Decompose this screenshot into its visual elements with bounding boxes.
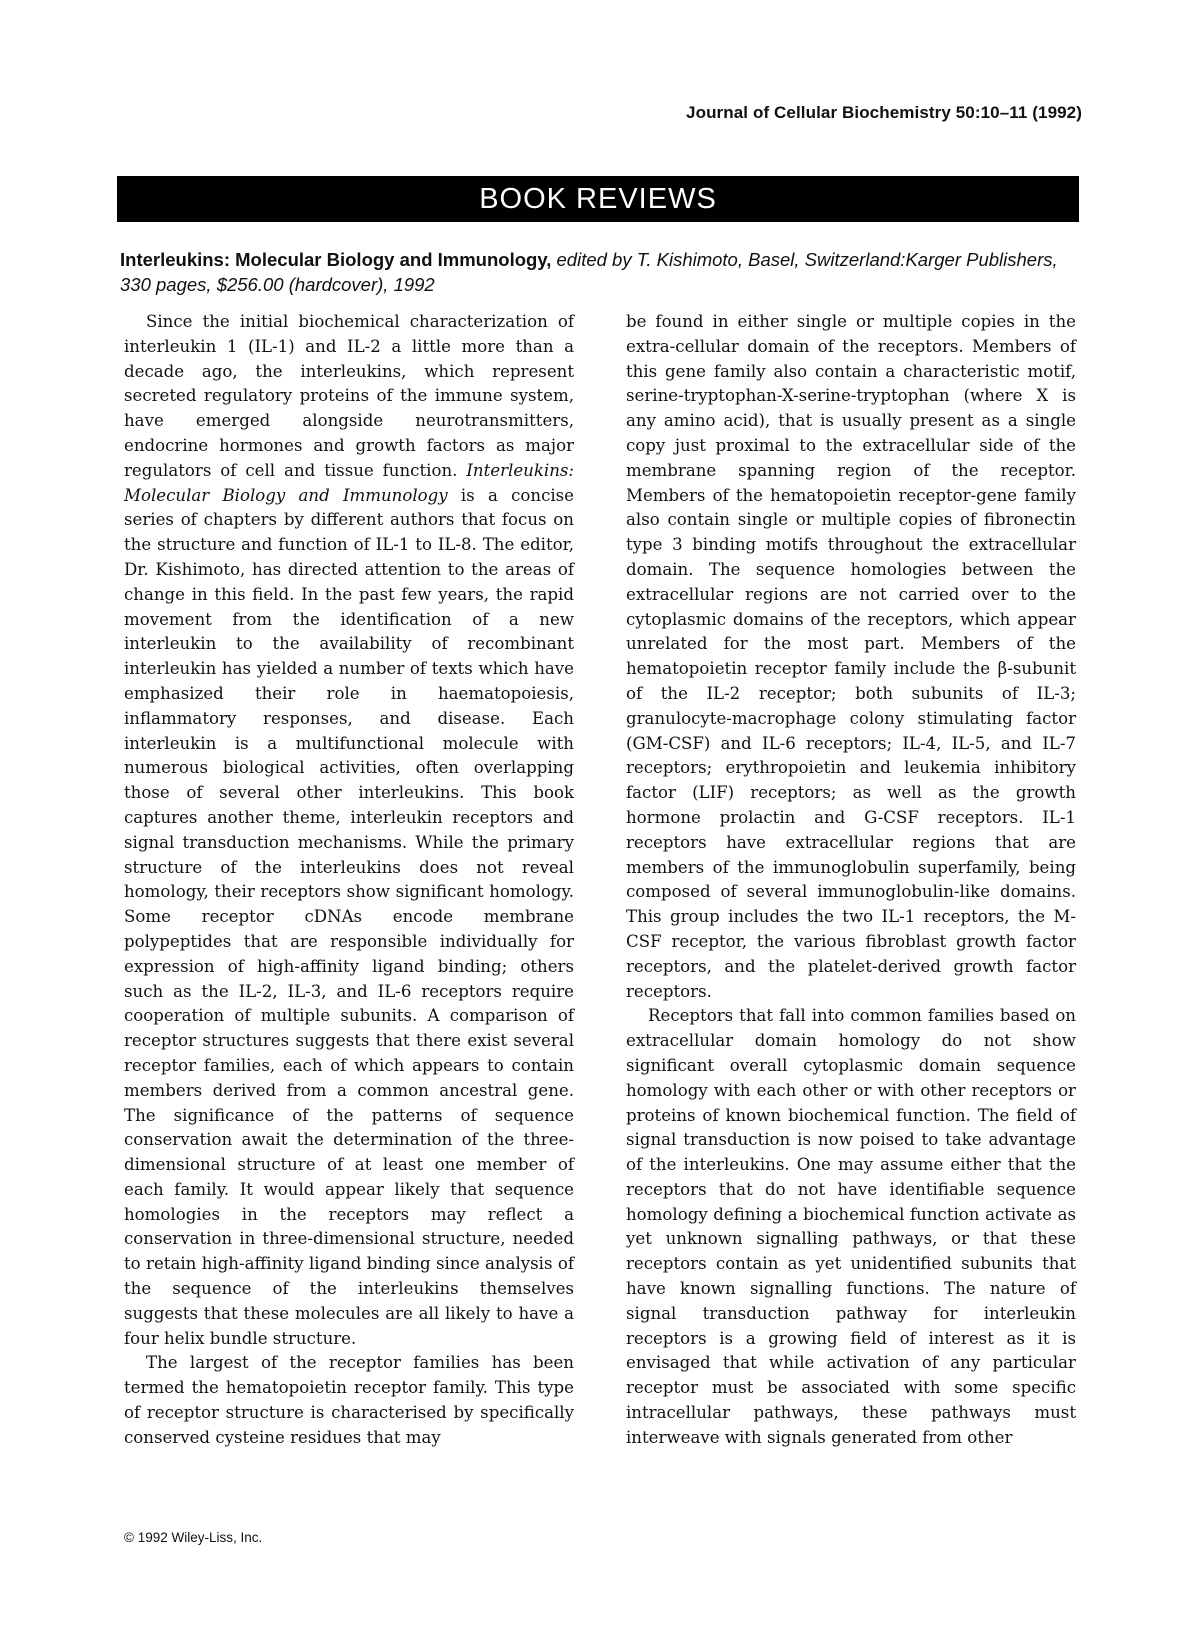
section-banner: BOOK REVIEWS [117,176,1079,222]
paragraph-text: Since the initial biochemical characterization of interleukin 1 (IL-1) and IL-2 a little more than a decade ago, the interleukins, which represent secreted regulatory proteins of the immune system, have emerged alongside neurotransmitters, endocrine hormones and growth factors as major regulators of cell and tissue function. [124,312,574,480]
copyright-notice: © 1992 Wiley-Liss, Inc. [124,1530,263,1545]
left-column [124,310,574,1451]
paragraph-text: is a concise series of chapters by different authors that focus on the structure and function of IL-1 to IL-8. The editor, Dr. Kishimoto, has directed attention to the areas of change in this field. In the past few years, the rapid movement from the identification of a new interleukin to the availability of recombinant interleukin has yielded a number of texts which have emphasized their role in haematopoiesis, inflammatory responses, and disease. Each interleukin is a multifunctional molecule with numerous biological activities, often overlapping those of several other interleukins. This book captures another theme, interleukin receptors and signal transduction mechanisms. While the primary structure of the interleukins does not reveal homology, their receptors show significant homology. Some receptor cDNAs encode membrane polypeptides that are responsible individually for expression of high-affinity ligand binding; others such as the IL-2, IL-3, and IL-6 receptors require cooperation of multiple subunits. A comparison of receptor structures suggests that there exist several receptor families, each of which appears to contain members derived from a common ancestral gene. The significance of the patterns of sequence conservation await the determination of the three-dimensional structure of at least one member of each family. It would appear likely that sequence homologies in the receptors may reflect a conservation in three-dimensional structure, needed to retain high-affinity ligand binding since analysis of the sequence of the interleukins themselves suggests that these molecules are all likely to have a four helix bundle structure. [124,485,575,1348]
paragraph [124,310,574,1351]
paragraph: Receptors that fall into common families based on extracellular domain homology do not show significant overall cytoplasmic domain sequence homology with each other or with other receptors or proteins of known biochemical function. The field of signal transduction is now poised to take advantage of the interleukins. One may assume either that the receptors that do not have identifiable sequence homology defining a biochemical function activate as yet unknown signalling pathways, or that these receptors contain as yet unidentified subunits that have known signalling functions. The nature of signal transduction pathway for interleukin receptors is a growing field of interest as it is envisaged that while activation of any particular receptor must be associated with some specific intracellular pathways, these pathways must interweave with signals generated from other [626,1006,1076,1447]
book-title: Interleukins: Molecular Biology and Immunology, [120,249,552,270]
book-title-italic: Interleukins: Molecular Biology and Immunology [124,460,574,505]
book-citation [120,247,1080,297]
right-column [626,310,1076,1451]
paragraph: The largest of the receptor families has been termed the hematopoietin receptor family. This type of receptor structure is characterised by specifically conserved cysteine residues that may [124,1353,574,1447]
journal-citation: Journal of Cellular Biochemistry 50:10–11 (1992) [686,103,1082,122]
book-details: edited by T. Kishimoto, Basel, Switzerland:Karger Publishers, 330 pages, $256.00 (hardcover), 1992 [120,249,1058,295]
paragraph-continued: be found in either single or multiple copies in the extra-cellular domain of the receptors. Members of this gene family also contain a characteristic motif, serine-tryptophan-X-serine-tryptophan (where X is any amino acid), that is usually present as a single copy just proximal to the extracellular side of the membrane spanning region of the receptor. Members of the hematopoietin receptor-gene family also contain single or multiple copies of fibronectin type 3 binding motifs throughout the extracellular domain. The sequence homologies between the extracellular regions are not carried over to the cytoplasmic domains of the receptors, which appear unrelated for the most part. Members of the hematopoietin receptor family include the β-subunit of the IL-2 receptor; both subunits of IL-3; granulocyte-macrophage colony stimulating factor (GM-CSF) and IL-6 receptors; IL-4, IL-5, and IL-7 receptors; erythropoietin and leukemia inhibitory factor (LIF) receptors; as well as the growth hormone prolactin and G-CSF receptors. IL-1 receptors have extracellular regions that are members of the immunoglobulin superfamily, being composed of several immunoglobulin-like domains. This group includes the two IL-1 receptors, the M-CSF receptor, the various fibroblast growth factor receptors, and the platelet-derived growth factor receptors. [626,312,1076,1001]
